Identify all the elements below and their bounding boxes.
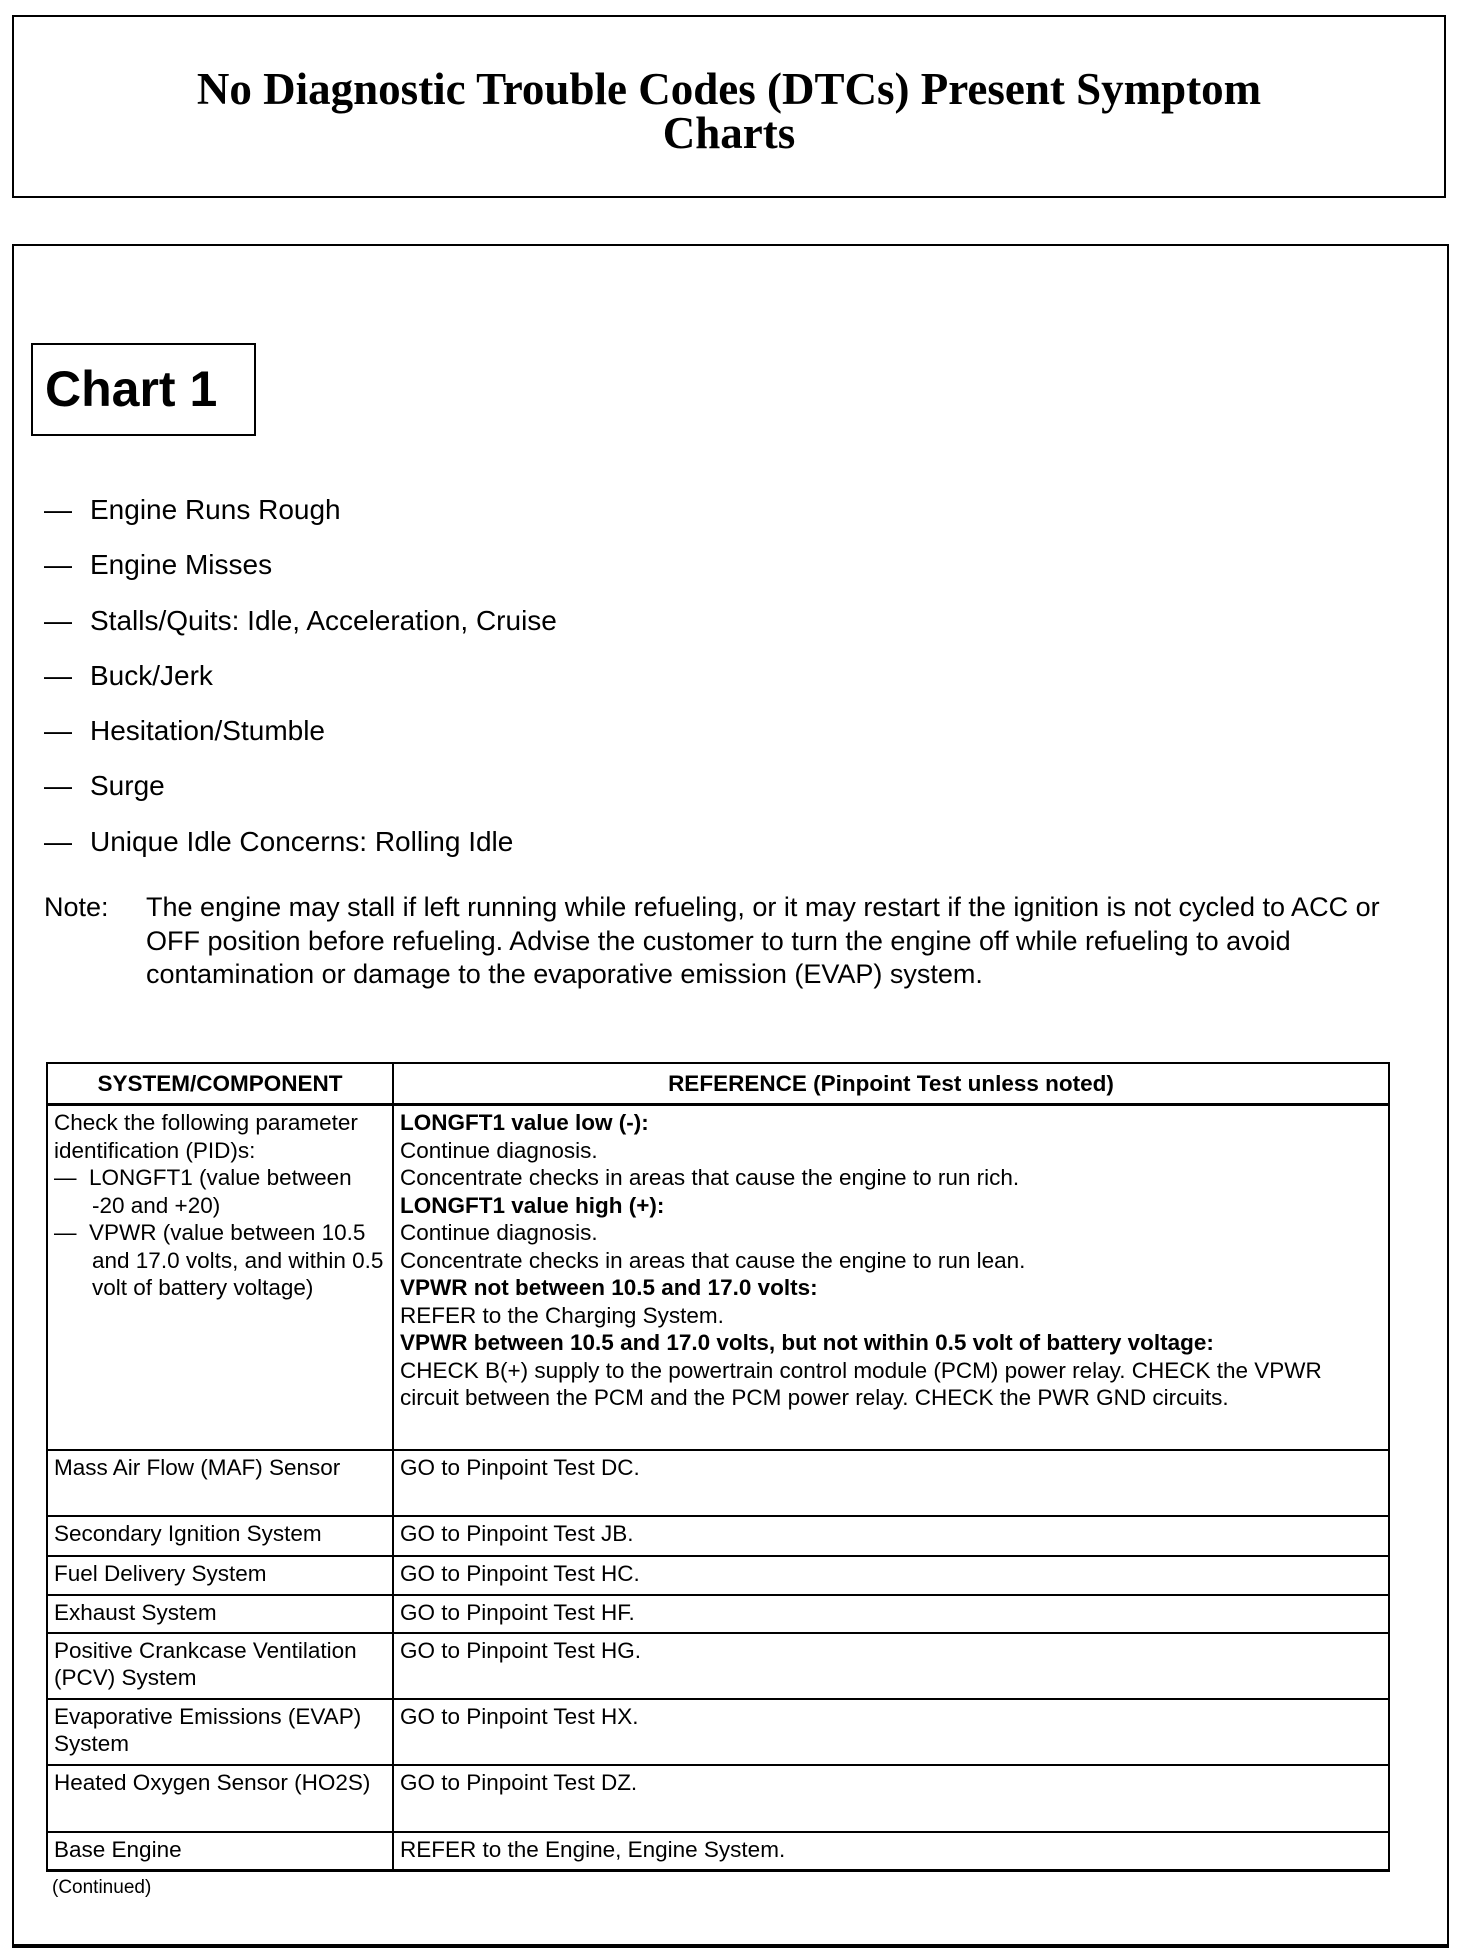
symptom-table bbox=[46, 1062, 1390, 1872]
symptom-list bbox=[44, 490, 557, 877]
symptom-text: Hesitation/Stumble bbox=[90, 715, 326, 747]
reference-line: Continue diagnosis. bbox=[400, 1137, 598, 1163]
system-cell: Positive Crankcase Ventilation (PCV) System bbox=[47, 1633, 393, 1699]
reference-cell: REFER to the Engine, Engine System. bbox=[393, 1832, 1389, 1871]
system-cell: Exhaust System bbox=[47, 1595, 393, 1633]
reference-heading: VPWR between 10.5 and 17.0 volts, but not within 0.5 volt of battery voltage: bbox=[400, 1330, 1214, 1355]
table-row bbox=[47, 1699, 1389, 1765]
pid-item-text: LONGFT1 (value between -20 and +20) bbox=[89, 1165, 352, 1218]
reference-heading: VPWR not between 10.5 and 17.0 volts: bbox=[400, 1275, 818, 1300]
system-cell bbox=[47, 1105, 393, 1450]
table-row bbox=[47, 1595, 1389, 1633]
table-header-row bbox=[47, 1063, 1389, 1105]
system-cell: Fuel Delivery System bbox=[47, 1556, 393, 1595]
symptom-text: Engine Runs Rough bbox=[90, 494, 341, 525]
dash: — bbox=[54, 1165, 77, 1190]
table-row bbox=[47, 1450, 1389, 1516]
table-row bbox=[47, 1633, 1389, 1699]
continued-label: (Continued) bbox=[52, 1877, 152, 1898]
reference-line: Concentrate checks in areas that cause the engine to run rich. bbox=[400, 1165, 1020, 1190]
symptom-item bbox=[44, 822, 557, 877]
reference-cell bbox=[393, 1105, 1389, 1450]
dash: — bbox=[54, 1220, 77, 1245]
symptom-item bbox=[44, 711, 557, 766]
header-system: SYSTEM/COMPONENT bbox=[47, 1063, 393, 1105]
symptom-item bbox=[44, 545, 557, 600]
reference-cell: GO to Pinpoint Test HX. bbox=[393, 1699, 1389, 1765]
dash: — bbox=[44, 549, 72, 581]
symptom-text: Unique Idle Concerns: Rolling Idle bbox=[90, 825, 514, 857]
symptom-item bbox=[44, 766, 557, 821]
reference-line: CHECK B(+) supply to the powertrain control module (PCM) power relay. CHECK the VPWR circuit between the PCM and the PCM power relay. CHECK the PWR GND circuits. bbox=[400, 1357, 1322, 1410]
note-label: Note: bbox=[44, 892, 109, 922]
reference-cell: GO to Pinpoint Test DC. bbox=[393, 1450, 1389, 1516]
symptom-text: Engine Misses bbox=[90, 549, 273, 581]
table-row bbox=[47, 1556, 1389, 1595]
reference-line: Concentrate checks in areas that cause the engine to run lean. bbox=[400, 1247, 1026, 1273]
pid-intro: Check the following parameter identification (PID)s: bbox=[54, 1110, 358, 1163]
system-cell: Secondary Ignition System bbox=[47, 1516, 393, 1556]
dash: — bbox=[44, 715, 72, 747]
system-cell: Evaporative Emissions (EVAP) System bbox=[47, 1699, 393, 1765]
dash: — bbox=[44, 825, 72, 857]
reference-line: REFER to the Charging System. bbox=[400, 1302, 724, 1328]
table-row bbox=[47, 1105, 1389, 1450]
dash: — bbox=[44, 494, 72, 525]
symptom-text: Buck/Jerk bbox=[90, 659, 213, 691]
dash: — bbox=[44, 659, 72, 691]
symptom-item bbox=[44, 601, 557, 656]
symptom-text: Stalls/Quits: Idle, Acceleration, Cruise bbox=[90, 604, 557, 636]
system-cell: Heated Oxygen Sensor (HO2S) bbox=[47, 1765, 393, 1832]
reference-cell: GO to Pinpoint Test JB. bbox=[393, 1516, 1389, 1556]
table-row bbox=[47, 1832, 1389, 1871]
reference-cell: GO to Pinpoint Test DZ. bbox=[393, 1765, 1389, 1832]
title-line-1: No Diagnostic Trouble Codes (DTCs) Present Symptom bbox=[196, 64, 1262, 114]
system-cell: Mass Air Flow (MAF) Sensor bbox=[47, 1450, 393, 1516]
reference-line: Continue diagnosis. bbox=[400, 1220, 598, 1245]
chart-label: Chart 1 bbox=[31, 343, 256, 436]
system-cell: Base Engine bbox=[47, 1832, 393, 1871]
reference-cell: GO to Pinpoint Test HG. bbox=[393, 1633, 1389, 1699]
title-box bbox=[12, 15, 1446, 198]
reference-heading: LONGFT1 value high (+): bbox=[400, 1192, 665, 1218]
title-line-2: Charts bbox=[662, 108, 796, 158]
pid-item bbox=[54, 1164, 386, 1219]
reference-heading: LONGFT1 value low (-): bbox=[400, 1110, 649, 1135]
table-row bbox=[47, 1765, 1389, 1832]
note-text: The engine may stall if left running while refueling, or it may restart if the ignition is not cycled to ACC or OFF position before refueling. Advise the customer to turn the engine off while refueling to avoid contamination or damage to the evaporative emission (EVAP) system. bbox=[146, 892, 1380, 990]
dash: — bbox=[44, 770, 72, 802]
pid-item-text: VPWR (value between 10.5 and 17.0 volts, and within 0.5 volt of battery voltage) bbox=[89, 1220, 384, 1300]
note bbox=[44, 891, 1414, 992]
pid-item bbox=[54, 1219, 386, 1302]
table-row bbox=[47, 1516, 1389, 1556]
symptom-text: Surge bbox=[90, 770, 165, 802]
dash: — bbox=[44, 604, 72, 636]
header-reference: REFERENCE (Pinpoint Test unless noted) bbox=[393, 1063, 1389, 1105]
symptom-item bbox=[44, 656, 557, 711]
reference-cell: GO to Pinpoint Test HC. bbox=[393, 1556, 1389, 1595]
page-title bbox=[14, 17, 1444, 158]
symptom-item bbox=[44, 490, 557, 545]
reference-cell: GO to Pinpoint Test HF. bbox=[393, 1595, 1389, 1633]
